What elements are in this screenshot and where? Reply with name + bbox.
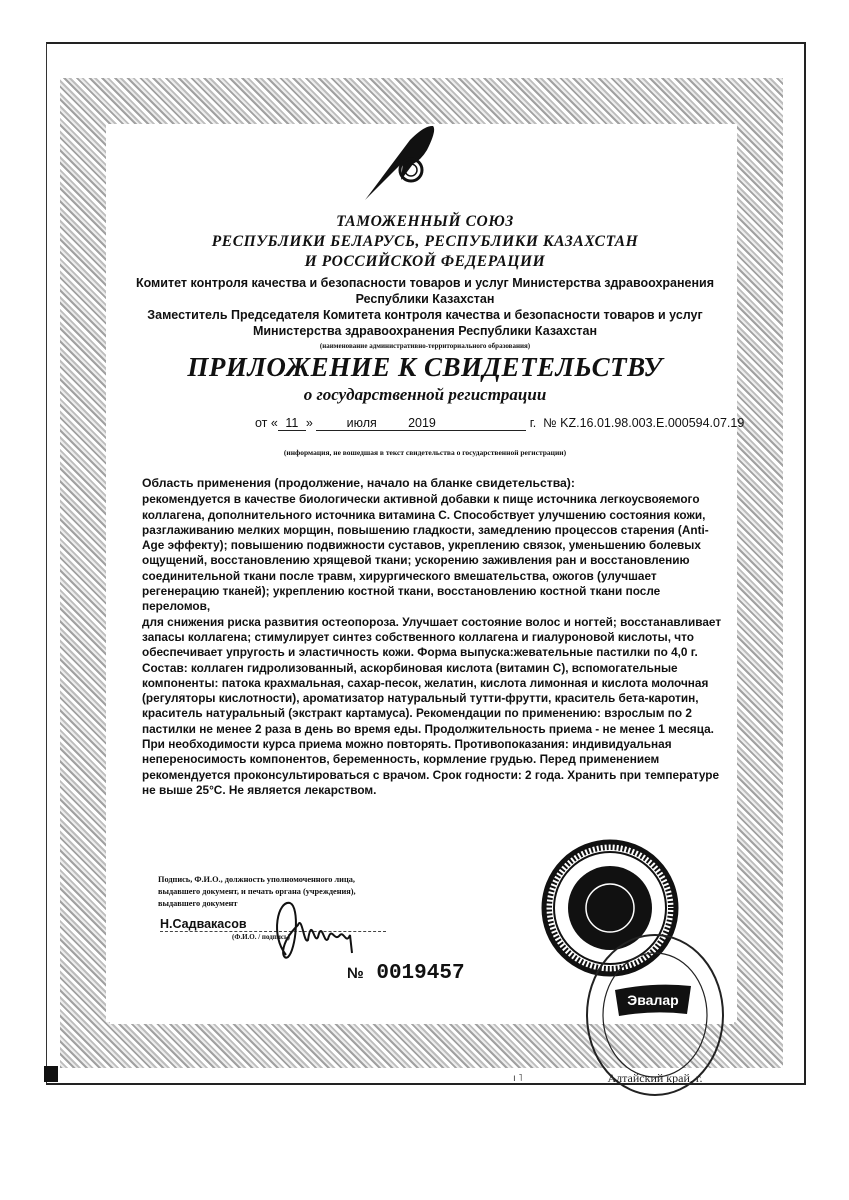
form-number-value: 0019457	[376, 962, 465, 985]
customs-union-emblem-icon	[355, 120, 445, 205]
body-line: (регуляторы кислотности), ароматизатор натуральный тутти-фрутти, краситель бета-каротин,	[142, 691, 699, 706]
signature-caption-line: Подпись, Ф.И.О., должность уполномоченного лица,	[158, 875, 355, 884]
scope-heading: Область применения (продолжение, начало на бланке свидетельства):	[142, 476, 575, 490]
stamp-brand-text: Эвалар	[627, 992, 679, 1008]
signature-caption-line: выдавшего документ	[158, 899, 238, 908]
body-line: непереносимость компонентов, беременность, кормление грудью. Перед применением	[142, 752, 660, 767]
date-year: 2019	[408, 416, 436, 430]
body-line: не выше 25°С. Не является лекарством.	[142, 782, 377, 797]
body-line: рекомендуется проконсультироваться с врачом. Срок годности: 2 года. Хранить при температуре	[142, 767, 720, 782]
stamp-location-text: Алтайский край, г.	[607, 1071, 703, 1085]
union-line-3: И РОССИЙСКОЙ ФЕДЕРАЦИИ	[304, 253, 546, 270]
date-and-number-line	[255, 416, 744, 431]
admin-caption: (наименование административно-территориального образования)	[319, 342, 531, 350]
body-line: Age эффекту); повышению подвижности суставов, укреплению связок, уменьшению болевых	[142, 538, 701, 553]
body-line: пастилки не менее 2 раза в день во время еды. Продолжительность приема - не менее 1 месяца.	[142, 721, 714, 736]
committee-line-2: Республики Казахстан	[355, 292, 495, 306]
body-line: регенерацию тканей); укреплению костной ткани, восстановлению костной ткани после переломов,	[142, 584, 661, 614]
registration-number: KZ.16.01.98.003.E.000594.07.19	[560, 416, 745, 430]
committee-line-3: Заместитель Председателя Комитета контроля качества и безопасности товаров и услуг	[147, 308, 703, 322]
year-suffix: г.	[529, 416, 537, 430]
scope-of-application	[142, 476, 727, 798]
body-line: компоненты: патока крахмальная, сахар-песок, желатин, кислота лимонная и кислота молочная	[142, 675, 709, 690]
body-line: Состав: коллаген гидролизованный, аскорбиновая кислота (витамин С), вспомогательные	[142, 660, 678, 675]
signer-name: Н.Садвакасов	[160, 917, 247, 931]
document-subtitle: о государственной регистрации	[303, 385, 547, 404]
date-month-year	[316, 416, 466, 431]
committee-line-4: Министерства здравоохранения Республики Казахстан	[252, 324, 598, 338]
scan-corner-mark	[44, 1066, 58, 1082]
scan-artifact: ı ˥	[513, 1073, 523, 1084]
date-quote-close: »	[305, 416, 313, 430]
body-line: ощущений, восстановлению хрящевой ткани; ускорению заживления ран и восстановлению	[142, 553, 690, 568]
number-sign: №	[543, 416, 557, 430]
name-caption: (Ф.И.О. / подпись)	[232, 933, 291, 941]
body-line: коллагена, дополнительного источника витамина С. Способствует улучшению состояния кожи,	[142, 507, 706, 522]
info-caption: (информация, не вошедшая в текст свидетельства о государственной регистрации)	[283, 448, 567, 457]
form-number-sign: №	[347, 965, 364, 982]
signature-caption-line: выдавшего документ, и печать органа (учреждения),	[158, 887, 356, 896]
handwritten-signature-icon	[268, 895, 378, 965]
body-line: разглаживанию мелких морщин, повышению гладкости, замедлению процессов старения (Anti-	[142, 522, 709, 537]
issuing-authority	[110, 275, 740, 339]
form-serial-number	[347, 962, 465, 985]
company-stamp-icon	[583, 930, 728, 1100]
body-line: запасы коллагена; стимулирует синтез собственного коллагена и гиалуроновой кислоты, что	[142, 629, 694, 644]
union-line-1: ТАМОЖЕННЫЙ СОЮЗ	[336, 213, 514, 230]
document-title: ПРИЛОЖЕНИЕ К СВИДЕТЕЛЬСТВУ	[187, 352, 663, 382]
body-line: для снижения риска развития остеопороза. Улучшает состояние волос и ногтей; восстанавливает	[142, 614, 722, 629]
union-heading	[110, 212, 740, 272]
body-line: При необходимости курса приема можно повторять. Противопоказания: индивидуальная	[142, 737, 672, 752]
body-line: рекомендуется в качестве биологически активной добавки к пище источника легкоусвояемого	[142, 492, 700, 507]
union-line-2: РЕСПУБЛИКИ БЕЛАРУСЬ, РЕСПУБЛИКИ КАЗАХСТАН	[211, 233, 639, 250]
committee-line-1: Комитет контроля качества и безопасности товаров и услуг Министерства здравоохранения	[135, 276, 715, 290]
date-month: июля	[346, 416, 377, 430]
body-line: краситель натуральный (экстракт картамуса). Рекомендации по применению: взрослым по 2	[142, 706, 692, 721]
body-line: обеспечивает упругость и эластичность кожи. Форма выпуска:жевательные пастилки по 4,0 г.	[142, 645, 698, 660]
date-day: 11	[278, 416, 306, 431]
body-line: соединительной ткани после травм, хирургического вмешательства, ожогов (улучшает	[142, 568, 657, 583]
date-prefix: от «	[255, 416, 278, 430]
